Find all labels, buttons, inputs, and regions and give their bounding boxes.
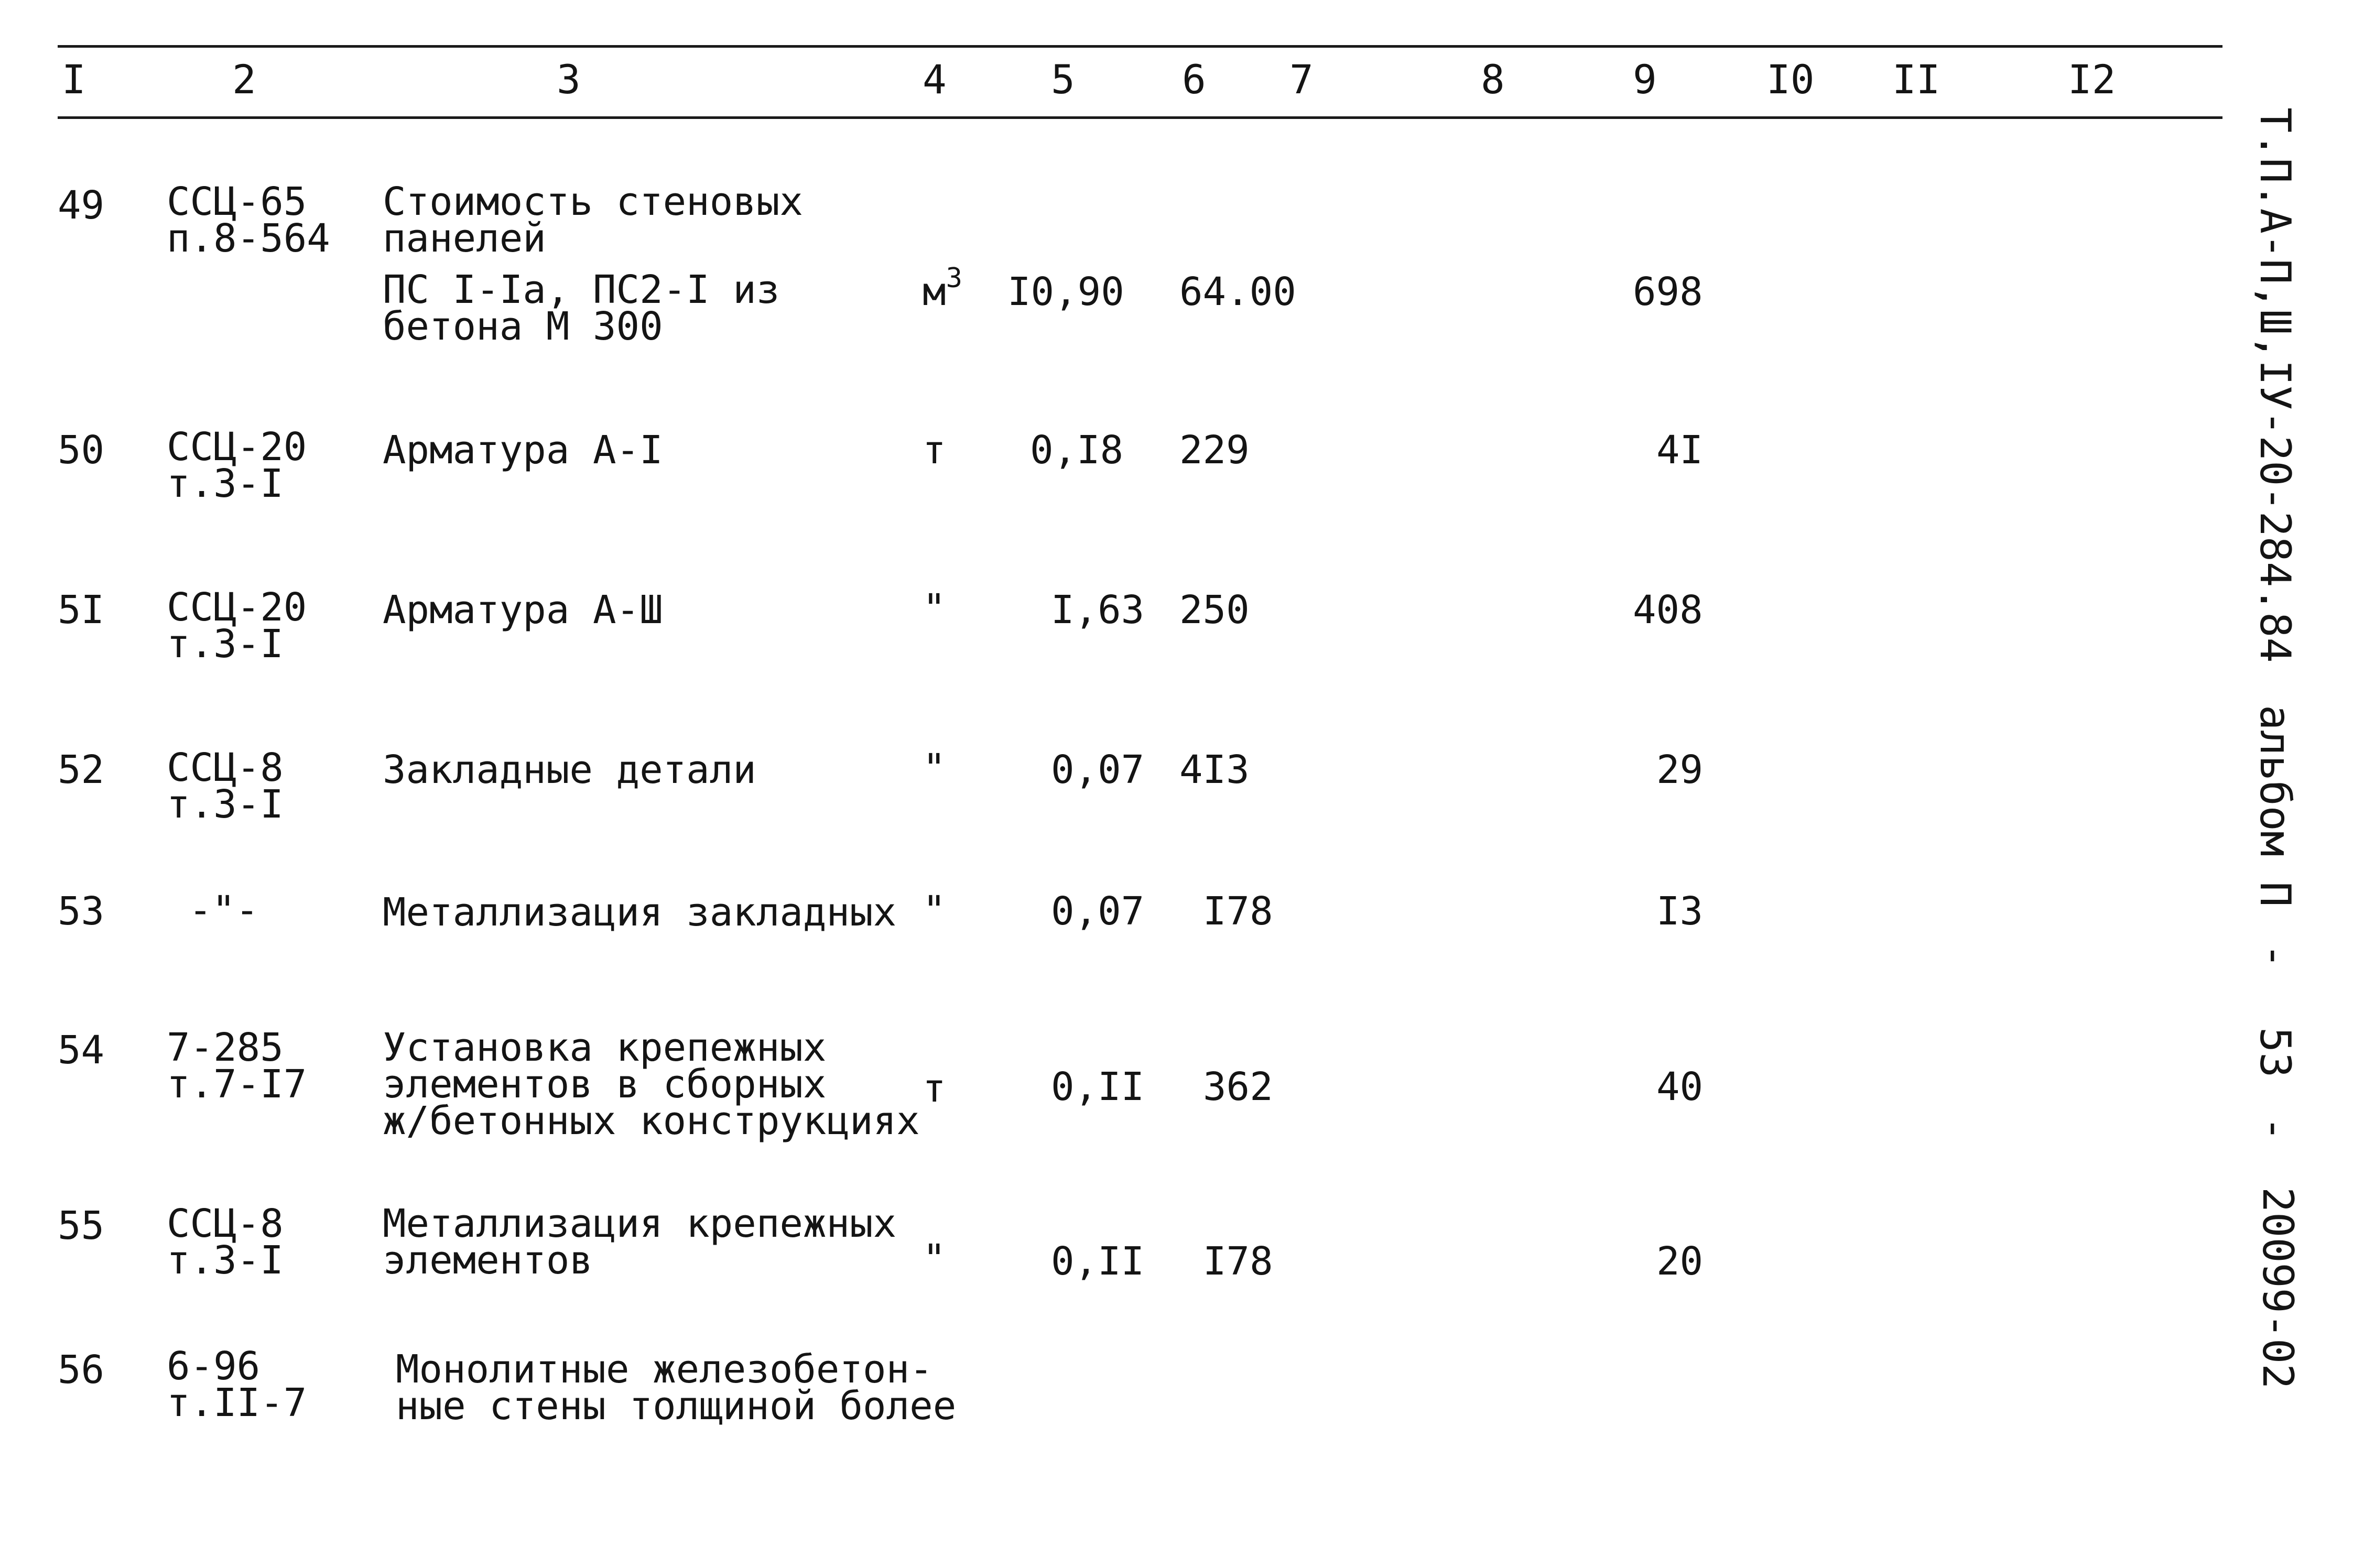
col-header-6: 6 <box>1182 56 1206 103</box>
row-total: 698 <box>1633 269 1703 314</box>
row-code: ССЦ-20 т.3-I <box>167 585 307 667</box>
row-unit: " <box>923 586 946 631</box>
row-name: Установка крепежных элементов в сборных ж/бетонных конструкциях <box>383 1025 920 1144</box>
row-unit: т <box>923 428 946 473</box>
row-number: 54 <box>58 1028 105 1073</box>
row-unit: " <box>923 888 946 933</box>
col-header-5: 5 <box>1051 56 1075 103</box>
row-number: 5I <box>58 587 105 633</box>
row-name: Металлизация крепежных элементов <box>383 1201 897 1283</box>
row-code: ССЦ-8 т.3-I <box>167 745 284 827</box>
row-name: Арматура А-Ш <box>383 587 663 633</box>
row-total: 408 <box>1633 587 1703 633</box>
row-total: 29 <box>1656 747 1704 792</box>
row-price: 362 <box>1203 1064 1273 1109</box>
row-number: 56 <box>58 1347 105 1392</box>
row-name: Металлизация закладных <box>383 890 897 935</box>
row-total: 4I <box>1656 428 1704 473</box>
unit-superscript: 3 <box>946 263 962 294</box>
row-number: 55 <box>58 1203 105 1248</box>
col-header-10: I0 <box>1766 56 1815 103</box>
margin-page-number: 53 <box>2251 1027 2300 1078</box>
row-quantity: 0,07 <box>1051 889 1145 934</box>
row-number: 50 <box>58 428 105 473</box>
row-unit: " <box>923 746 946 791</box>
col-header-2: 2 <box>232 56 256 103</box>
row-code: ССЦ-20 т.3-I <box>167 424 307 506</box>
row-name: Стоимость стеновых панелей <box>383 179 803 261</box>
row-total: 40 <box>1656 1064 1704 1109</box>
row-price: I78 <box>1203 1239 1273 1284</box>
margin-album: альбом П <box>2251 705 2300 907</box>
row-price: 4I3 <box>1179 747 1250 792</box>
row-code: ССЦ-8 т.3-I <box>167 1201 284 1283</box>
row-name: Монолитные железобетон- ные стены толщиной более <box>396 1347 957 1429</box>
row-quantity: I0,90 <box>1007 269 1124 314</box>
row-unit: т <box>923 1066 946 1111</box>
row-number: 49 <box>58 183 105 228</box>
row-number: 52 <box>58 747 105 792</box>
margin-doc-code: Т.П.А-П,Ш,IУ-20-284.84 <box>2251 107 2300 663</box>
row-quantity: 0,II <box>1051 1239 1145 1284</box>
col-header-3: 3 <box>557 56 581 103</box>
row-name: Закладные детали <box>383 747 756 792</box>
row-total: I3 <box>1656 889 1704 934</box>
row-quantity: 0,I8 <box>1030 428 1124 473</box>
row-quantity: 0,II <box>1051 1064 1145 1109</box>
row-price: 64.00 <box>1179 269 1296 314</box>
margin-dash-2: - <box>2251 1116 2300 1142</box>
row-price: 250 <box>1179 587 1250 633</box>
row-code: ССЦ-65 п.8-564 <box>167 179 330 261</box>
col-header-1: I <box>62 56 86 103</box>
row-quantity: I,63 <box>1051 587 1145 633</box>
row-code: -"- <box>189 888 259 933</box>
row-price: I78 <box>1203 889 1273 934</box>
row-name-detail: ПС I-Ia, ПС2-I из бетона М 300 <box>383 267 780 349</box>
row-unit: $м^3$ <box>923 263 962 314</box>
header-bottom-rule <box>58 116 2222 119</box>
col-header-12: I2 <box>2068 56 2116 103</box>
row-quantity: 0,07 <box>1051 747 1145 792</box>
row-unit: " <box>923 1236 946 1281</box>
col-header-9: 9 <box>1633 56 1657 103</box>
row-price: 229 <box>1179 428 1250 473</box>
row-number: 53 <box>58 889 105 934</box>
margin-doc-number: 20099-02 <box>2253 1187 2302 1389</box>
row-code: 6-96 т.II-7 <box>167 1344 307 1425</box>
col-header-8: 8 <box>1481 56 1505 103</box>
row-code: 7-285 т.7-I7 <box>167 1025 307 1107</box>
col-header-7: 7 <box>1289 56 1314 103</box>
col-header-11: II <box>1892 56 1940 103</box>
header-top-rule <box>58 45 2222 48</box>
margin-dash-1: - <box>2251 943 2300 969</box>
row-name: Арматура А-I <box>383 428 663 473</box>
col-header-4: 4 <box>923 56 947 103</box>
row-total: 20 <box>1656 1239 1704 1284</box>
